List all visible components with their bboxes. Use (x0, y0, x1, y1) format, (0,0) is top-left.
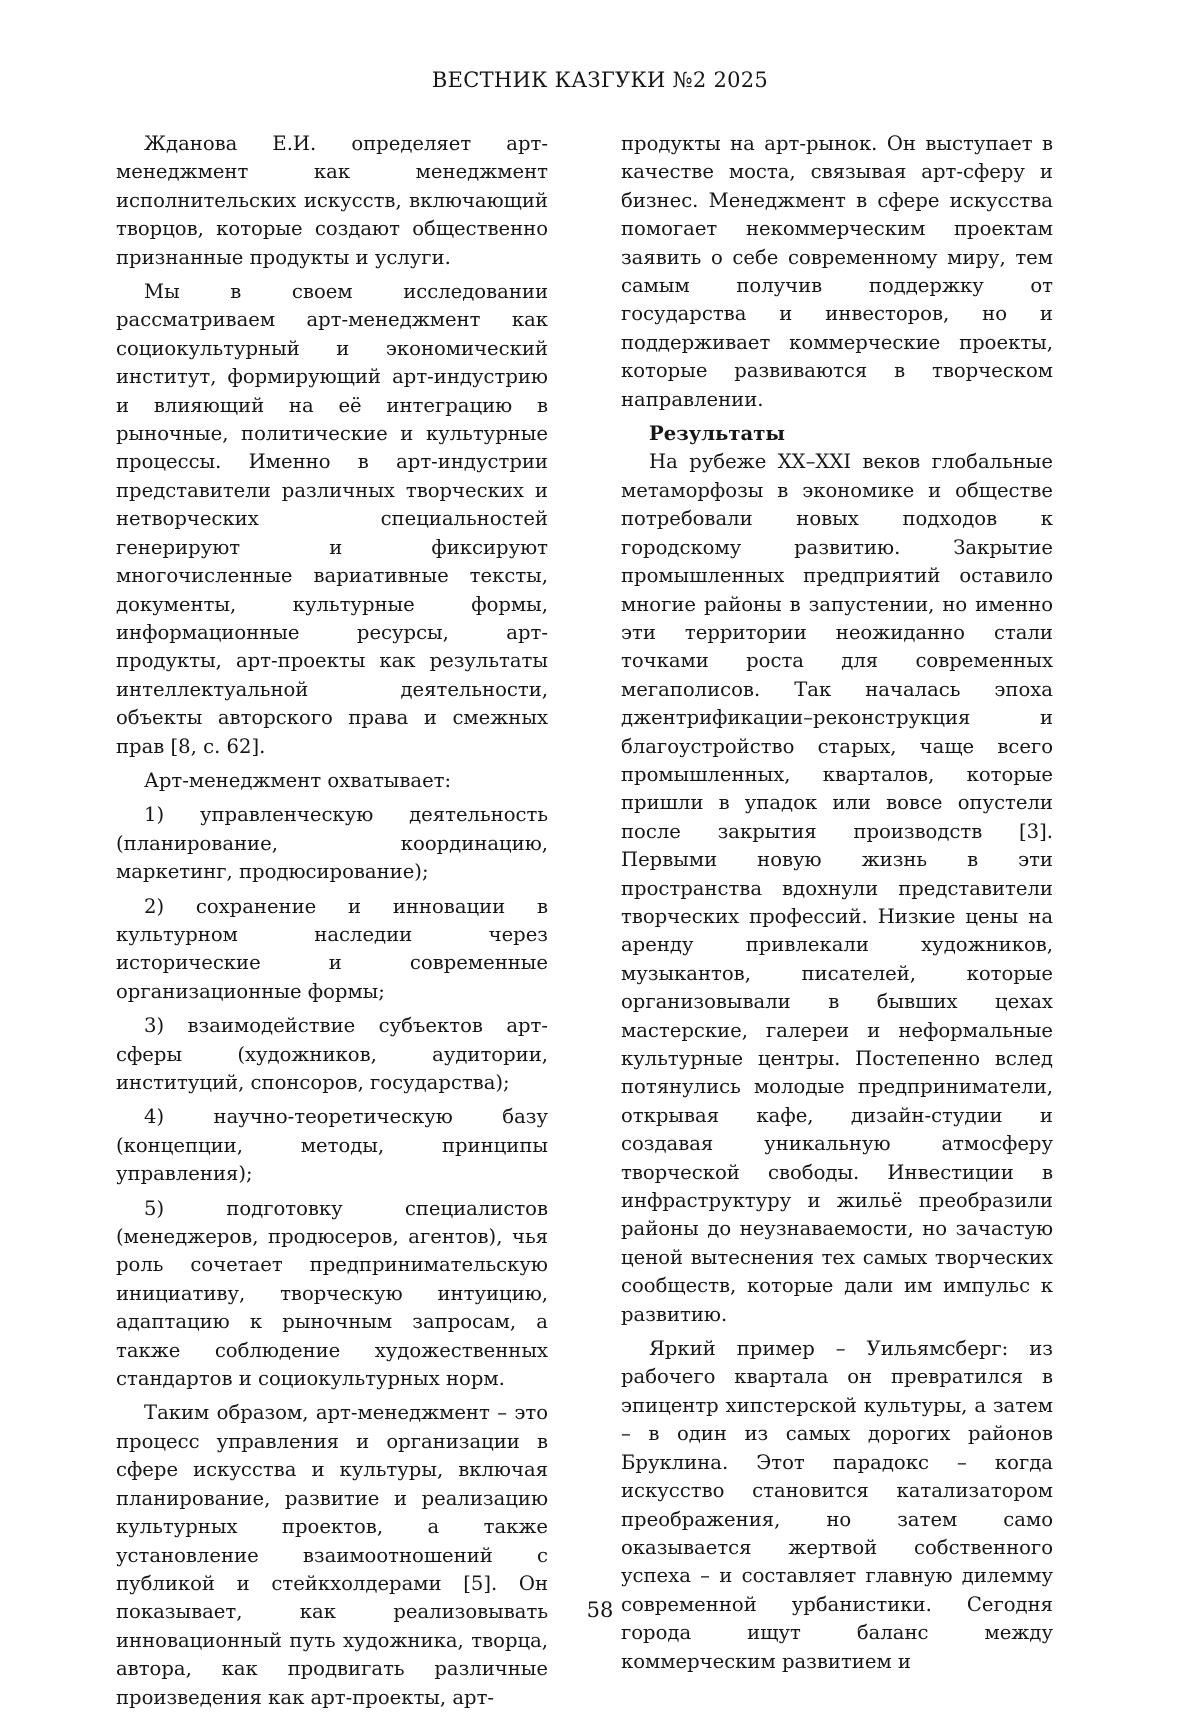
left-column (116, 130, 548, 1712)
paragraph: На рубеже XX–XXI веков глобальные метаморфозы в экономике и обществе потребовали новых подходов к городскому развитию. Закрытие промышленных предприятий оставило многие районы в запустении, но именно эти территории неожиданно стали точками роста для современных мегаполисов. Так началась эпоха джентрификации–реконструкция и благоустройство старых, чаще всего промышленных, кварталов, которые пришли в упадок или вовсе опустели после закрытия производств [3]. Первыми новую жизнь в эти пространства вдохнули представители творческих профессий. Низкие цены на аренду привлекали художников, музыкантов, писателей, которые организовывали в бывших цехах мастерские, галереи и неформальные культурные центры. Постепенно вслед потянулись молодые предприниматели, открывая кафе, дизайн-студии и создавая уникальную атмосферу творческой свободы. Инвестиции в инфраструктуру и жильё преобразили районы до неузнаваемости, но зачастую ценой вытеснения тех самых творческих сообществ, которые дали им импульс к развитию. (621, 450, 1053, 1326)
list-item: 3) взаимодействие субъектов арт-сферы (художников, аудитории, институций, спонсоров, государства); (116, 1014, 548, 1094)
paragraph: Жданова Е.И. определяет арт-менеджмент как менеджмент исполнительских искусств, включающий творцов, которые создают общественно признанные продукты и услуги. (116, 132, 548, 269)
right-column (621, 130, 1053, 1676)
section-heading: Результаты (649, 422, 785, 446)
journal-header: ВЕСТНИК КАЗГУКИ №2 2025 (431, 68, 769, 92)
paragraph: продукты на арт-рынок. Он выступает в качестве моста, связывая арт-сферу и бизнес. Менеджмент в сфере искусства помогает некоммерческим проектам заявить о себе современному миру, тем самым получив поддержку от государства и инвесторов, но и поддерживает коммерческие проекты, которые развиваются в творческом направлении. (621, 132, 1053, 411)
paragraph: Таким образом, арт-менеджмент – это процесс управления и организации в сфере искусства и культуры, включая планирование, развитие и реализацию культурных проектов, а также установление взаимоотношений с публикой и стейкхолдерами [5]. Он показывает, как реализовывать инновационный путь художника, творца, автора, как продвигать различные произведения как арт-проекты, арт- (116, 1401, 548, 1709)
list-item: 5) подготовку специалистов (менеджеров, продюсеров, агентов), чья роль сочетает предпринимательскую инициативу, творческую интуицию, адаптацию к рыночным запросам, а также соблюдение художественных стандартов и социокультурных норм. (116, 1196, 548, 1391)
list-item: 1) управленческую деятельность (планирование, координацию, маркетинг, продюсирование); (116, 803, 548, 884)
paragraph: Мы в своем исследовании рассматриваем арт-менеджмент как социокультурный и экономический институт, формирующий арт-индустрию и влияющий на её интеграцию в рыночные, политические и культурные процессы. Именно в арт-индустрии представители различных творческих и нетворческих специальностей генерируют и фиксируют многочисленные вариативные тексты, документы, культурные формы, информационные ресурсы, арт-продукты, арт-проекты как результаты интеллектуальной деятельности, объекты авторского права и смежных прав [8, с. 62]. (116, 280, 548, 758)
list-item: 2) сохранение и инновации в культурном наследии через исторические и современные организационные формы; (116, 894, 548, 1003)
paragraph: Арт-менеджмент охватывает: (144, 768, 452, 792)
paragraph: Яркий пример – Уильямсберг: из рабочего квартала он превратился в эпицентр хипстерской культуры, а затем – в один из самых дорогих районов Бруклина. Этот парадокс – когда искусство становится катализатором преображения, но затем само оказывается жертвой собственного успеха – и составляет главную дилемму современной урбанистики. Сегодня города ищут баланс между коммерческим развитием и (621, 1337, 1053, 1673)
page-number: 58 (586, 1598, 614, 1622)
list-item: 4) научно-теоретическую базу (концепции, методы, принципы управления); (116, 1105, 548, 1186)
